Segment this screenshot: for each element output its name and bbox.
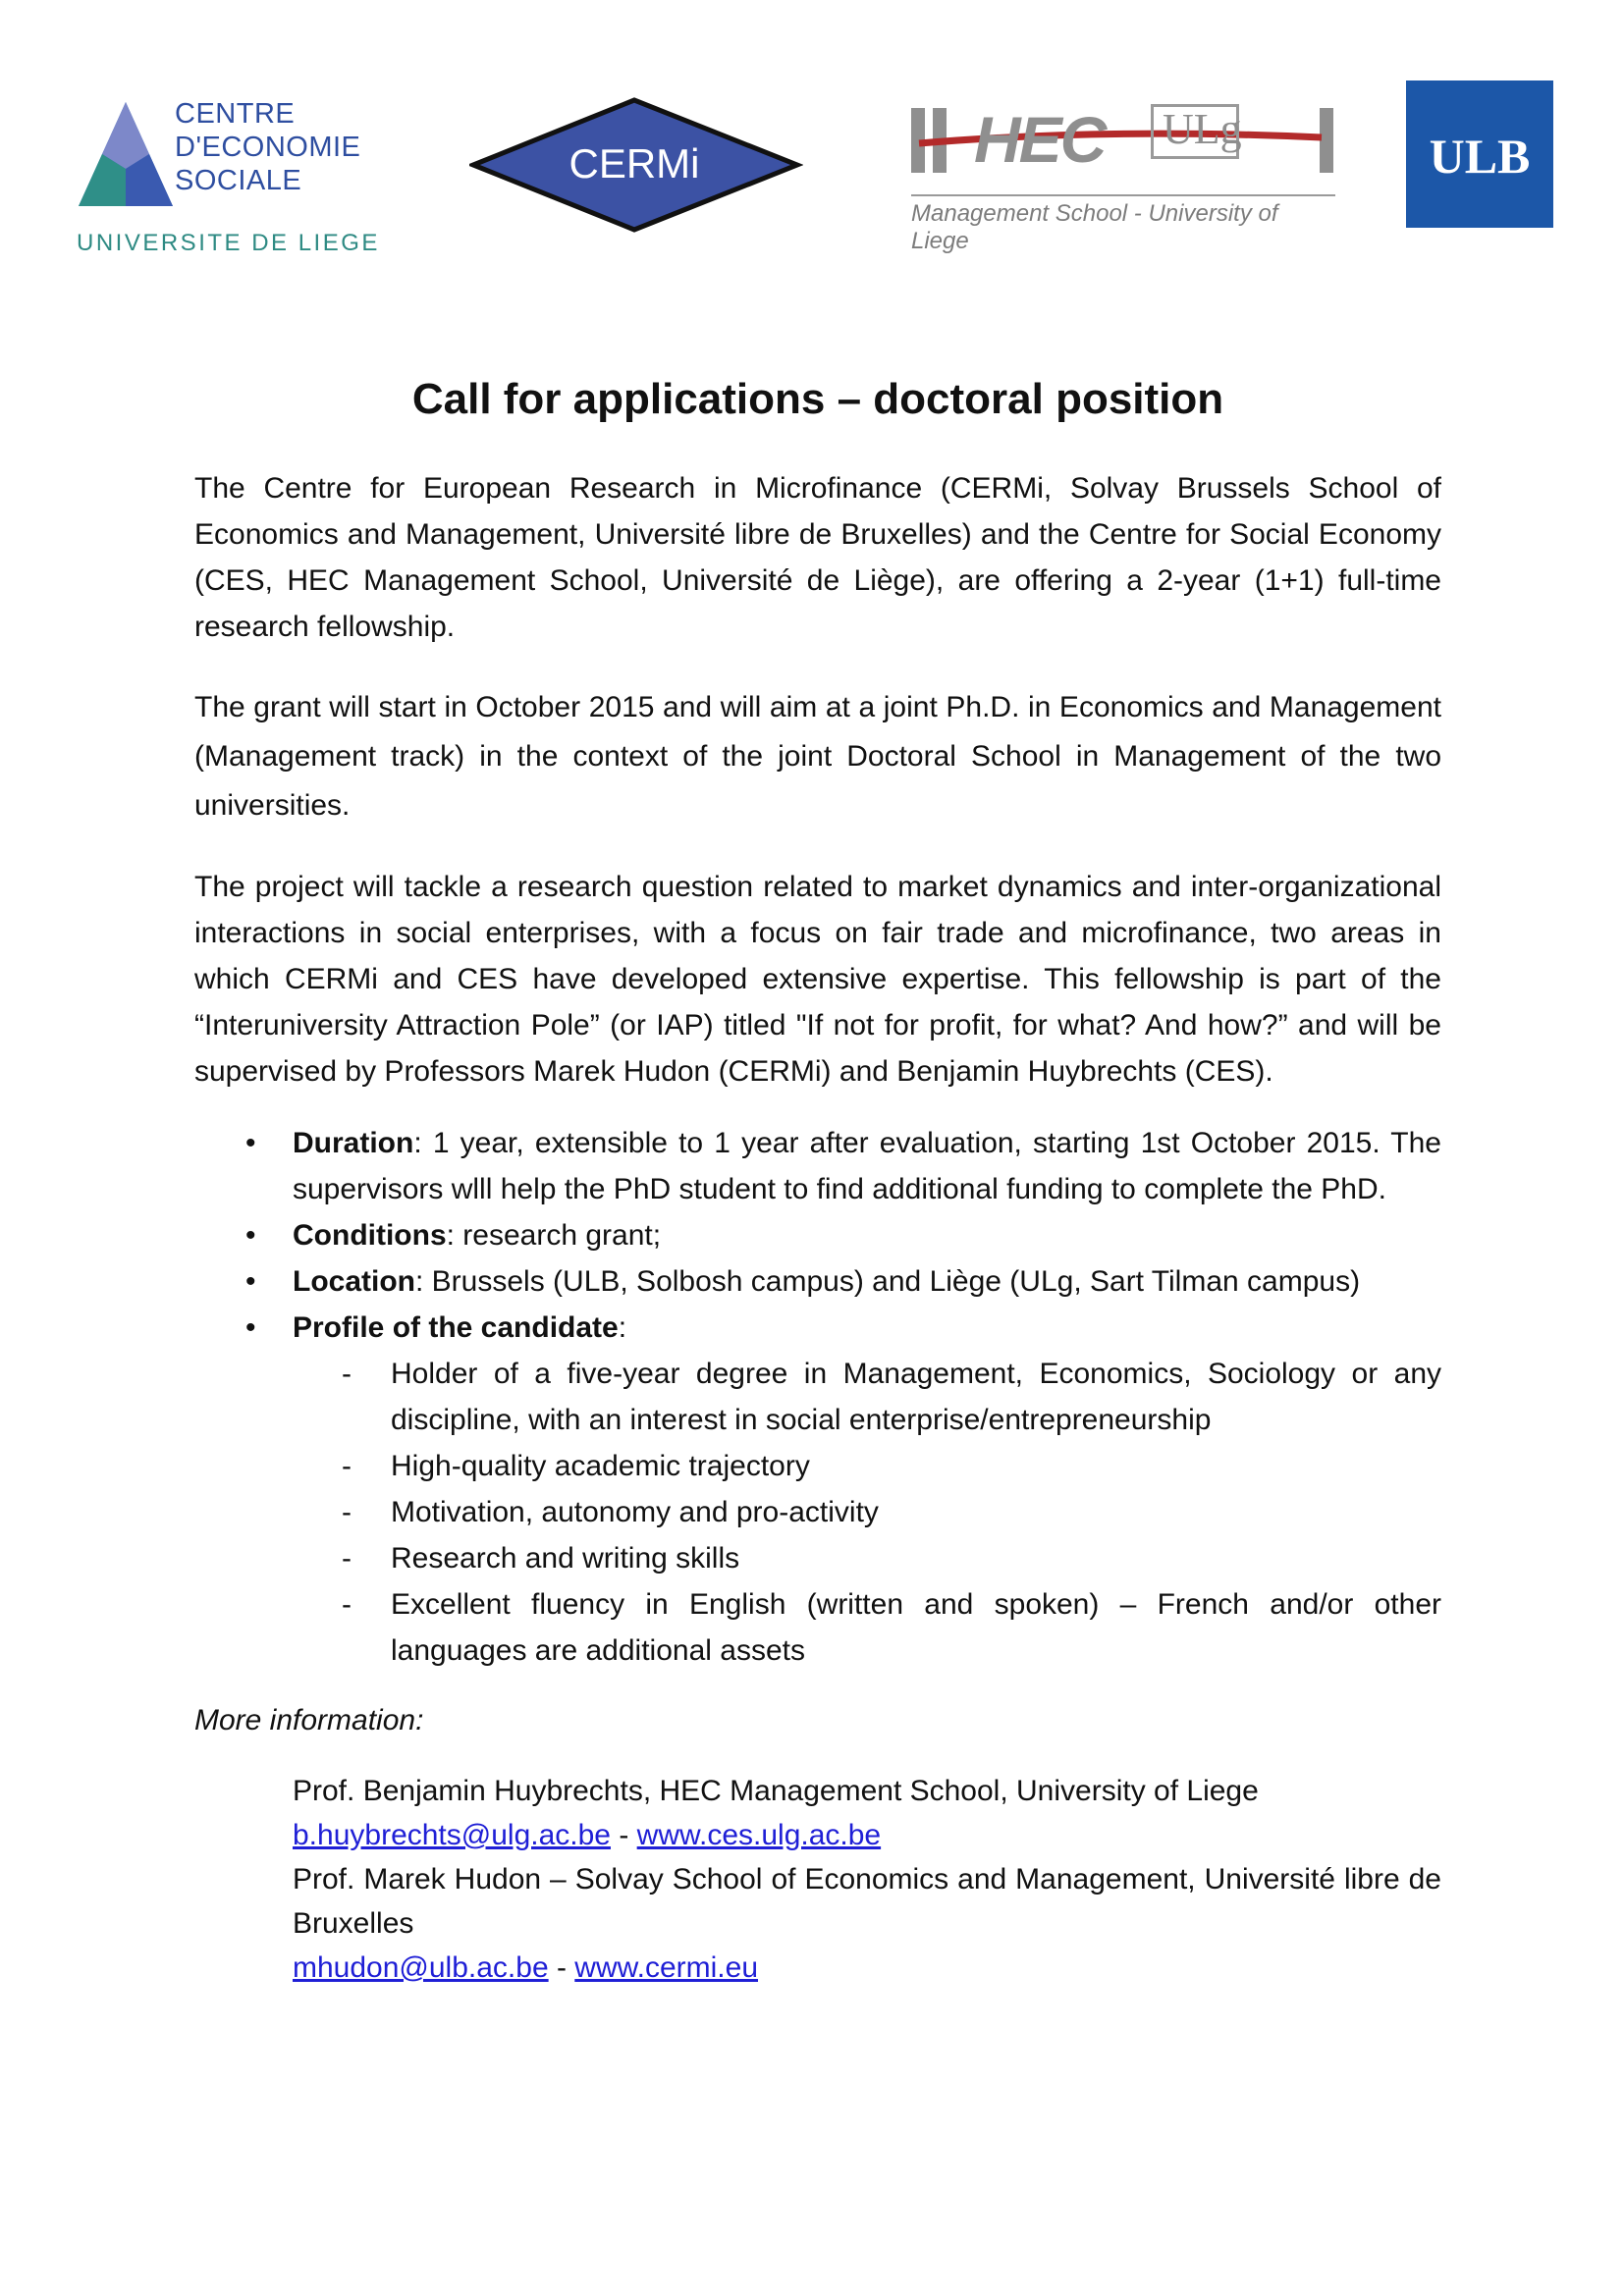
bullet-conditions: [194, 1212, 1441, 1258]
bullet-text: : research grant;: [446, 1219, 662, 1252]
document-body: [194, 373, 1441, 1990]
bullet-dot-icon: •: [245, 1311, 256, 1344]
link-separator: -: [548, 1951, 575, 1984]
contact-1-website-link[interactable]: www.ces.ulg.ac.be: [636, 1819, 882, 1851]
conditions-list: [194, 1120, 1441, 1351]
ulb-logo: [1406, 80, 1553, 228]
ces-triangle-icon: [77, 100, 175, 208]
dash-icon: -: [342, 1450, 352, 1482]
profile-item-text: High-quality academic trajectory: [391, 1450, 810, 1482]
hec-tagline: Management School - University of Liege: [911, 194, 1335, 255]
logo-header: [0, 0, 1624, 294]
contact-1-name: Prof. Benjamin Huybrechts, HEC Management School, University of Liege: [293, 1775, 1259, 1807]
profile-item: [194, 1489, 1441, 1535]
bullet-dot-icon: •: [245, 1265, 256, 1298]
dash-icon: -: [342, 1588, 352, 1621]
bullet-label: Location: [293, 1265, 415, 1298]
bullet-dot-icon: •: [245, 1127, 256, 1159]
profile-item: [194, 1351, 1441, 1443]
bullet-text: : 1 year, extensible to 1 year after evaluation, starting 1st October 2015. The supervisors wlll help the PhD student to find additional funding to complete the PhD.: [293, 1127, 1441, 1205]
dash-icon: -: [342, 1358, 352, 1390]
hec-ulg-logo: [909, 98, 1337, 254]
contacts-block: [194, 1769, 1441, 1990]
profile-item-text: Holder of a five-year degree in Management, Economics, Sociology or any discipline, with an interest in social enterprise/entrepreneurship: [391, 1358, 1441, 1436]
contact-2-links: [293, 1946, 1441, 1990]
contact-1-links: [293, 1813, 1441, 1857]
bullet-dot-icon: •: [245, 1219, 256, 1252]
bullet-text: :: [618, 1311, 627, 1344]
ulb-text: ULB: [1429, 129, 1531, 184]
profile-item-text: Research and writing skills: [391, 1542, 740, 1575]
bullet-label: Conditions: [293, 1219, 447, 1252]
bullet-label: Profile of the candidate: [293, 1311, 619, 1344]
page-title: Call for applications – doctoral position: [411, 375, 1224, 423]
bullet-profile: [194, 1305, 1441, 1351]
more-info-label: More information:: [194, 1704, 424, 1736]
ulg-word: ULg: [1163, 105, 1242, 153]
project-paragraph: The project will tackle a research question related to market dynamics and inter-organizational interactions in social enterprises, with a focus on fair trade and microfinance, two areas in which CERMi and CES have developed extensive expertise. This fellowship is part of the “Interuniversity Attraction Pole” (or IAP) titled "If not for profit, for what? And how?” and will be supervised by Professors Marek Hudon (CERMi) and Benjamin Huybrechts (CES).: [194, 871, 1441, 1088]
contact-2-website-link[interactable]: www.cermi.eu: [574, 1951, 759, 1984]
ces-line-3: SOCIALE: [175, 165, 302, 196]
profile-item-text: Excellent fluency in English (written and spoken) – French and/or other languages are additional assets: [391, 1588, 1441, 1667]
profile-item: [194, 1581, 1441, 1674]
intro-paragraph: The Centre for European Research in Microfinance (CERMi, Solvay Brussels School of Economics and Management, Université libre de Bruxelles) and the Centre for Social Economy (CES, HEC Management School, Université de Liège), are offering a 2-year (1+1) full-time research fellowship.: [194, 472, 1441, 643]
contact-1-email-link[interactable]: b.huybrechts@ulg.ac.be: [293, 1819, 611, 1851]
cermi-text: CERMi: [568, 140, 700, 187]
ces-university: UNIVERSITE DE LIEGE: [77, 230, 380, 256]
bullet-label: Duration: [293, 1127, 414, 1159]
contact-2-name: Prof. Marek Hudon – Solvay School of Economics and Management, Université libre de Bruxelles: [293, 1863, 1441, 1940]
hec-word: HEC: [974, 103, 1106, 176]
ces-line-1: CENTRE: [175, 98, 296, 130]
contact-2-email-link[interactable]: mhudon@ulb.ac.be: [293, 1951, 549, 1984]
profile-list: [194, 1351, 1441, 1674]
bullet-text: : Brussels (ULB, Solbosh campus) and Liège (ULg, Sart Tilman campus): [415, 1265, 1361, 1298]
link-separator: -: [610, 1819, 637, 1851]
cermi-logo: [469, 96, 803, 234]
profile-item: [194, 1443, 1441, 1489]
profile-item-text: Motivation, autonomy and pro-activity: [391, 1496, 879, 1528]
bullet-duration: [194, 1120, 1441, 1212]
bullet-location: [194, 1258, 1441, 1305]
profile-item: [194, 1535, 1441, 1581]
grant-paragraph: The grant will start in October 2015 and will aim at a joint Ph.D. in Economics and Management (Management track) in the context of the joint Doctoral School in Management of the two universities.: [194, 691, 1441, 822]
ces-logo: [77, 100, 410, 267]
ces-line-2: D'ECONOMIE: [175, 132, 361, 163]
dash-icon: -: [342, 1542, 352, 1575]
dash-icon: -: [342, 1496, 352, 1528]
